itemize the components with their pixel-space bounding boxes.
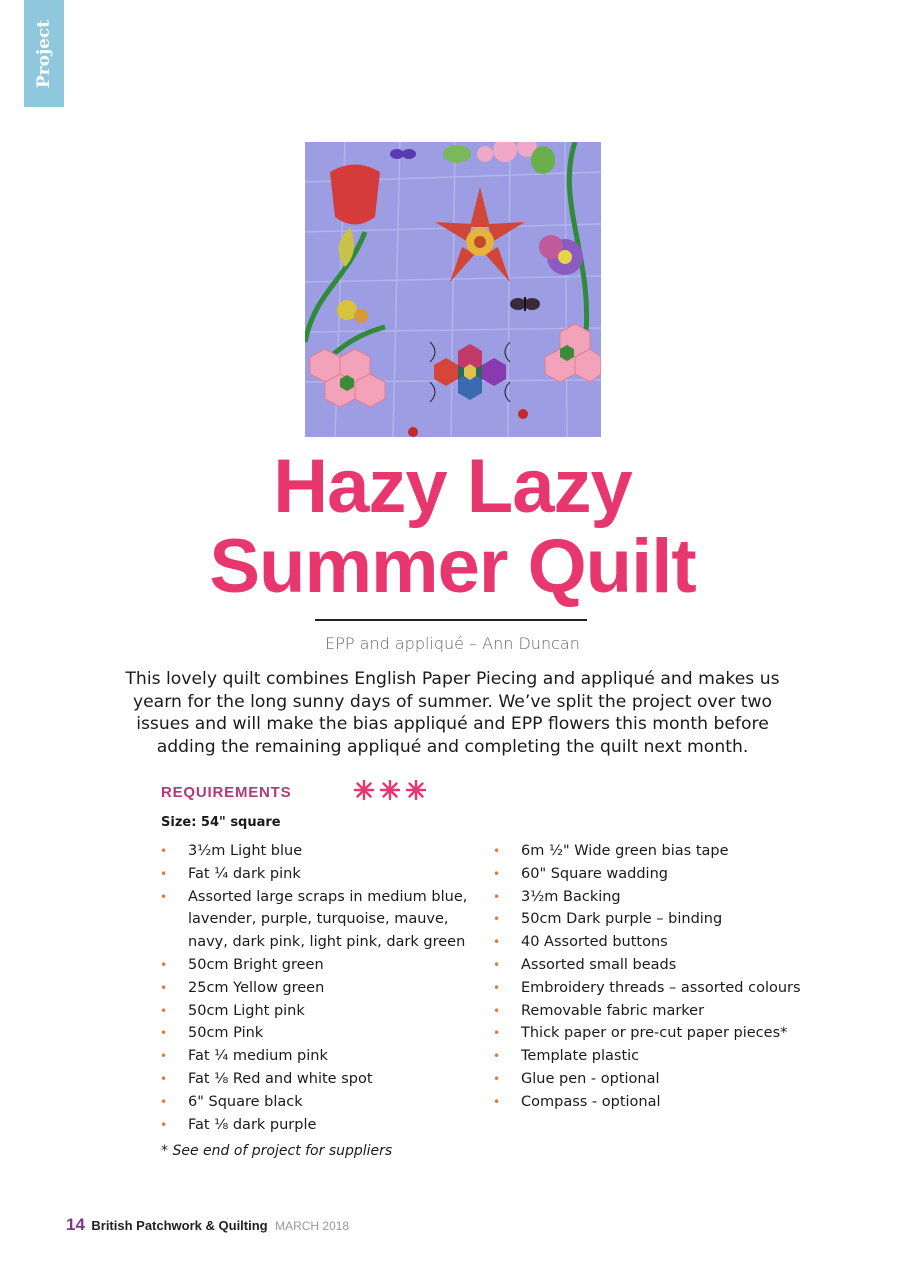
list-item: • 6" Square black bbox=[160, 1091, 480, 1114]
list-item: • Assorted large scraps in medium blue, lavender, purple, turquoise, mauve, navy, dark pink, light pink, dark green bbox=[160, 886, 480, 954]
page-number: 14 bbox=[66, 1215, 85, 1234]
list-item: • Removable fabric marker bbox=[493, 1000, 823, 1023]
list-item: • 50cm Dark purple – binding bbox=[493, 908, 823, 931]
byline: EPP and appliqué – Ann Duncan bbox=[325, 634, 580, 653]
list-item: • Compass - optional bbox=[493, 1091, 823, 1114]
quilt-illustration bbox=[305, 142, 601, 437]
quilt-photo bbox=[305, 142, 601, 437]
issue-date: MARCH 2018 bbox=[275, 1219, 350, 1233]
list-item: • 50cm Bright green bbox=[160, 954, 480, 977]
list-item: • 3½m Backing bbox=[493, 886, 823, 909]
section-tab-label: Project bbox=[34, 19, 54, 88]
list-item: • 6m ½" Wide green bias tape bbox=[493, 840, 823, 863]
requirements-list-right bbox=[493, 840, 823, 1114]
list-item: • 50cm Pink bbox=[160, 1022, 480, 1045]
intro-paragraph: This lovely quilt combines English Paper Piecing and appliqué and makes us yearn for the long sunny days of summer. We’ve split the project over two issues and will make the bias appliqué and EPP flowers this month before adding the remaining appliqué and completing the quilt next month. bbox=[125, 669, 780, 757]
list-item: • Assorted small beads bbox=[493, 954, 823, 977]
decorative-stars-icon bbox=[352, 777, 428, 803]
list-item: • Fat ⅛ Red and white spot bbox=[160, 1068, 480, 1091]
list-item: • Fat ¼ medium pink bbox=[160, 1045, 480, 1068]
list-item: • Fat ⅛ dark purple bbox=[160, 1114, 480, 1137]
requirements-heading: REQUIREMENTS bbox=[161, 784, 292, 801]
section-tab bbox=[24, 0, 64, 107]
list-item: • Fat ¼ dark pink bbox=[160, 863, 480, 886]
title-divider bbox=[315, 619, 587, 621]
list-item: • Template plastic bbox=[493, 1045, 823, 1068]
list-item: • Glue pen - optional bbox=[493, 1068, 823, 1091]
page-footer bbox=[66, 1215, 349, 1235]
list-item: • 40 Assorted buttons bbox=[493, 931, 823, 954]
title-line-1: Hazy Lazy bbox=[273, 444, 632, 529]
quilt-size: Size: 54" square bbox=[161, 815, 281, 830]
list-item: • 60" Square wadding bbox=[493, 863, 823, 886]
magazine-name: British Patchwork & Quilting bbox=[91, 1218, 268, 1233]
title-line-2: Summer Quilt bbox=[209, 524, 696, 609]
list-item: • 50cm Light pink bbox=[160, 1000, 480, 1023]
article-title bbox=[0, 444, 905, 609]
suppliers-footnote: * See end of project for suppliers bbox=[161, 1143, 393, 1159]
list-item: • Embroidery threads – assorted colours bbox=[493, 977, 823, 1000]
list-item: • 25cm Yellow green bbox=[160, 977, 480, 1000]
list-item: • 3½m Light blue bbox=[160, 840, 480, 863]
requirements-list-left bbox=[160, 840, 480, 1136]
list-item: • Thick paper or pre-cut paper pieces* bbox=[493, 1022, 823, 1045]
